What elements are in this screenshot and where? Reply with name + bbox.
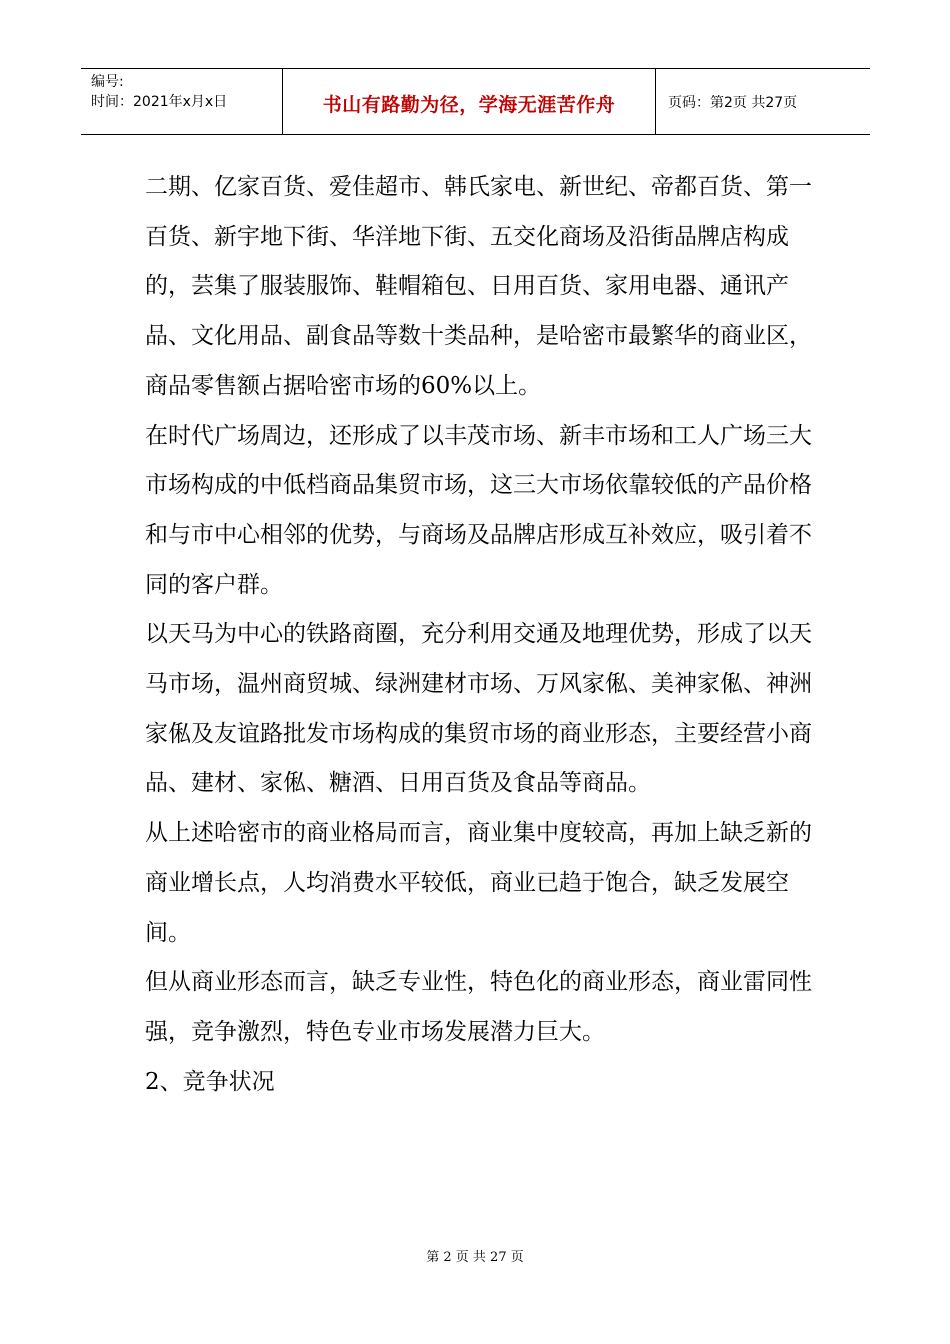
paragraph: 从上述哈密市的商业格局而言，商业集中度较高，再加上缺乏新的商业增长点，人均消费水平较低，商业已趋于饱合，缺乏发展空间。 xyxy=(145,820,812,946)
page-footer: 第 2 页 共 27 页 xyxy=(426,1250,524,1265)
header-number-label: 编号: xyxy=(91,74,124,90)
document-body xyxy=(145,163,825,1107)
header-page-cell xyxy=(656,69,870,134)
header-page-info: 页码：第2页 共27页 xyxy=(668,94,798,111)
paragraph: 二期、亿家百货、爱佳超市、韩氏家电、新世纪、帝都百货、第一百货、新宇地下街、华洋地下街、五交化商场及沿街品牌店构成的，芸集了服装服饰、鞋帽箱包、日用百货、家用电器、通讯产品、文化用品、副食品等数十类品种，是哈密市最繁华的商业区，商品零售额占据哈密市场的60%以上。 xyxy=(145,174,812,399)
header-motto: 书山有路勤为径，学海无涯苦作舟 xyxy=(322,94,616,116)
section-heading: 2、竞争状况 xyxy=(145,1068,275,1095)
paragraph: 以天马为中心的铁路商圈，充分利用交通及地理优势，形成了以天马市场，温州商贸城、绿洲建材市场、万风家俬、美神家俬、神洲家俬及友谊路批发市场构成的集贸市场的商业形态，主要经营小商品、建材、家俬、糖酒、日用百货及食品等商品。 xyxy=(145,621,812,797)
header-meta-cell xyxy=(81,69,283,134)
header-motto-cell xyxy=(283,69,656,134)
document-header xyxy=(81,68,870,135)
paragraph: 但从商业形态而言，缺乏专业性，特色化的商业形态，商业雷同性强，竞争激烈，特色专业市场发展潜力巨大。 xyxy=(145,969,812,1045)
paragraph: 在时代广场周边，还形成了以丰茂市场、新丰市场和工人广场三大市场构成的中低档商品集贸市场，这三大市场依靠较低的产品价格和与市中心相邻的优势，与商场及品牌店形成互补效应，吸引着不同的客户群。 xyxy=(145,422,812,598)
header-time-label: 时间：2021年x月x日 xyxy=(91,94,228,110)
